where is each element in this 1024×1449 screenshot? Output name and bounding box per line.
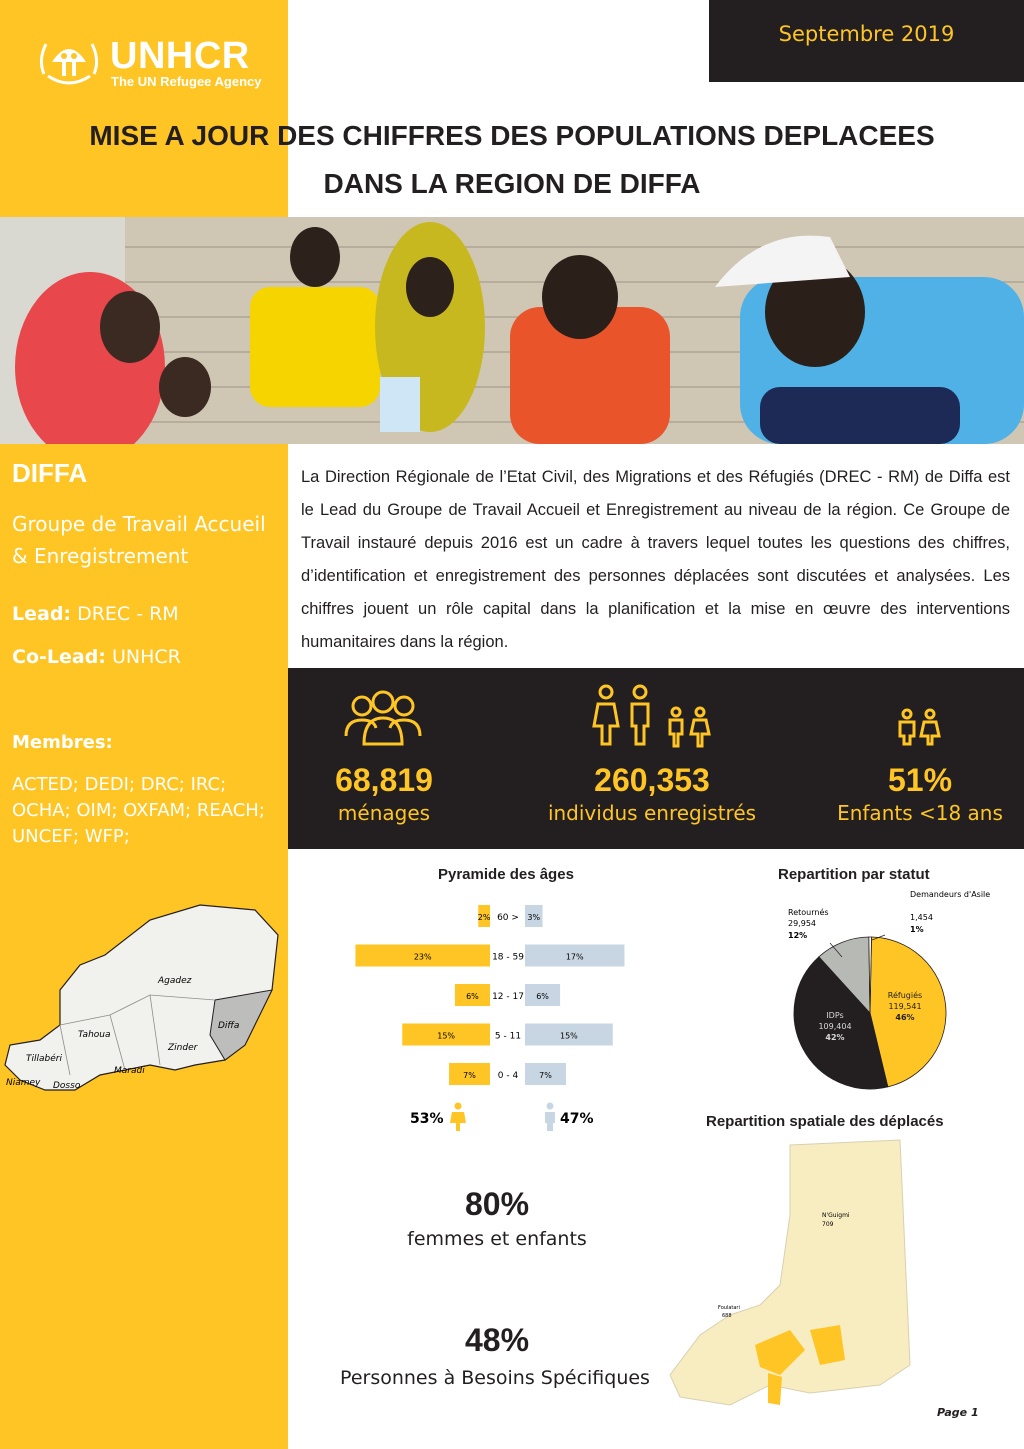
diffa-region-outline: [670, 1140, 910, 1405]
lead-value: DREC - RM: [77, 603, 179, 625]
foulatari-value: 688: [722, 1313, 732, 1319]
age-pyramid-chart: [300, 895, 700, 1145]
working-group-name: Groupe de Travail Accueil & Enregistrement: [12, 512, 266, 568]
highlight-value: 48%: [464, 1322, 530, 1358]
pyramid-age-label: 0 - 4: [497, 1071, 519, 1081]
asile-name: Demandeurs d'Asile: [910, 890, 991, 899]
female-icon-body: [450, 1112, 466, 1131]
region-title: DIFFA: [12, 458, 88, 488]
pie-slice-label: 109,404: [818, 1022, 852, 1031]
male-icon-head: [547, 1103, 554, 1110]
stats-band: [288, 668, 1024, 849]
pyramid-female-pct: 7%: [463, 1071, 476, 1080]
map-label-diffa: Diffa: [218, 1021, 240, 1031]
highlight-label: Personnes à Besoins Spécifiques: [340, 1367, 650, 1389]
pyramid-age-label: 5 - 11: [494, 1031, 522, 1042]
children-icon: [896, 708, 942, 746]
pyramid-female-pct: 2%: [477, 913, 491, 922]
zone-highlight: [768, 1373, 782, 1405]
highlight-value: 80%: [464, 1186, 530, 1222]
unhcr-logo: [36, 34, 286, 94]
org-name: UNHCR: [110, 35, 250, 77]
map-label-tahoua: Tahoua: [78, 1030, 111, 1040]
retournes-value: 29,954: [788, 919, 816, 928]
female-icon-head: [455, 1103, 462, 1110]
pie-slice-label: 119,541: [888, 1002, 922, 1011]
pyramid-male-pct: 15%: [559, 1031, 578, 1041]
nguigmi-value: 709: [822, 1221, 834, 1228]
pyramid-female-pct: 6%: [466, 992, 479, 1001]
pyramid-male-pct: 17%: [565, 952, 584, 962]
family-icon: [588, 684, 714, 748]
retournes-pct: 12%: [788, 931, 808, 940]
map-label-agadez: Agadez: [158, 976, 192, 986]
map-label-tillaberi: Tillabéri: [26, 1054, 62, 1064]
unhcr-emblem-icon: [36, 34, 102, 92]
spatial-map: [660, 1135, 980, 1425]
colead-label: Co-Lead:: [12, 646, 106, 668]
map-label-dosso: Dosso: [53, 1081, 81, 1091]
colead-line: [12, 646, 181, 668]
date-banner: [709, 0, 1024, 82]
statut-pie-chart: [760, 885, 1024, 1100]
female-total: 53%: [410, 1111, 444, 1127]
group-icon: [340, 688, 426, 748]
pyramid-female-pct: 15%: [437, 1031, 456, 1041]
title-line-1: MISE A JOUR DES CHIFFRES DES POPULATIONS DEPLACEES: [89, 120, 935, 151]
pyramid-age-label: 60 >: [497, 913, 519, 923]
page-title: [0, 112, 1024, 208]
female-person-icon: [450, 1103, 466, 1132]
stat-label: Enfants <18 ans: [837, 801, 1003, 825]
members-label: Membres:: [12, 732, 113, 753]
stat-menages: [288, 762, 480, 825]
pyramid-male-pct: 7%: [539, 1071, 552, 1080]
spatial-title: Repartition spatiale des déplacés: [706, 1113, 944, 1130]
pie-slice-label: 46%: [895, 1013, 915, 1022]
date-text: Septembre 2019: [778, 22, 955, 46]
members-list: ACTED; DEDI; DRC; IRC; OCHA; OIM; OXFAM; REACH; UNCEF; WFP;: [12, 774, 265, 847]
map-label-zinder: Zinder: [168, 1043, 198, 1053]
map-label-niamey: Niamey: [6, 1078, 41, 1088]
header-photo: [0, 217, 1024, 444]
stat-value: 68,819: [335, 762, 433, 798]
stat-label: individus enregistrés: [547, 801, 757, 825]
lead-label: Lead:: [12, 603, 72, 625]
pie-slice-label: Réfugiés: [887, 991, 923, 1000]
male-person-icon: [545, 1103, 555, 1132]
pyramid-age-label: 18 - 59: [492, 952, 524, 963]
stat-label: ménages: [337, 801, 431, 825]
pyramid-male-pct: 3%: [527, 913, 541, 922]
title-line-2: DANS LA REGION DE DIFFA: [323, 168, 701, 199]
stat-value: 51%: [887, 762, 953, 798]
lead-line: [12, 603, 179, 625]
colead-value: UNHCR: [111, 646, 181, 668]
intro-paragraph: La Direction Régionale de l’Etat Civil, des Migrations et des Réfugiés (DREC - RM) de Diffa est le Lead du Groupe de Travail Accueil et Enregistrement au niveau de la région. Ce Groupe de Travail instauré depuis 2016 est un cadre à travers lequel toutes les questions des chiffres, d’identification et enregistrement des personnes déplacées sont discutées et analysées. Les chiffres jouent un rôle capital dans la planification et la mise en œuvre des interventions humanitaires dans la région.: [301, 468, 1010, 651]
pie-slice-label: 42%: [825, 1033, 845, 1042]
asile-value: 1,454: [910, 913, 933, 922]
stat-individus: [512, 762, 792, 825]
pyramid-age-label: 12 - 17: [492, 992, 524, 1002]
org-subtitle: The UN Refugee Agency: [111, 74, 262, 89]
statut-title: Repartition par statut: [778, 866, 930, 883]
photo-illustration: [0, 217, 1024, 444]
pyramid-title: Pyramide des âges: [438, 866, 574, 883]
retournes-name: Retournés: [788, 908, 829, 917]
nguigmi-label: N'Guigmi: [822, 1212, 850, 1219]
highlight-label: femmes et enfants: [407, 1228, 587, 1250]
foulatari-label: Foulatari: [718, 1305, 740, 1311]
male-total: 47%: [560, 1111, 594, 1127]
stat-value: 260,353: [594, 762, 710, 798]
asile-pct: 1%: [910, 925, 924, 934]
map-label-maradi: Maradi: [114, 1066, 145, 1076]
stat-enfants: [824, 762, 1016, 825]
pie-slice-label: IDPs: [826, 1011, 844, 1020]
niger-map: [0, 895, 288, 1115]
pyramid-female-pct: 23%: [413, 952, 432, 962]
male-icon-body: [545, 1112, 555, 1131]
page-number: Page 1: [937, 1406, 979, 1419]
pyramid-male-pct: 6%: [536, 992, 549, 1001]
